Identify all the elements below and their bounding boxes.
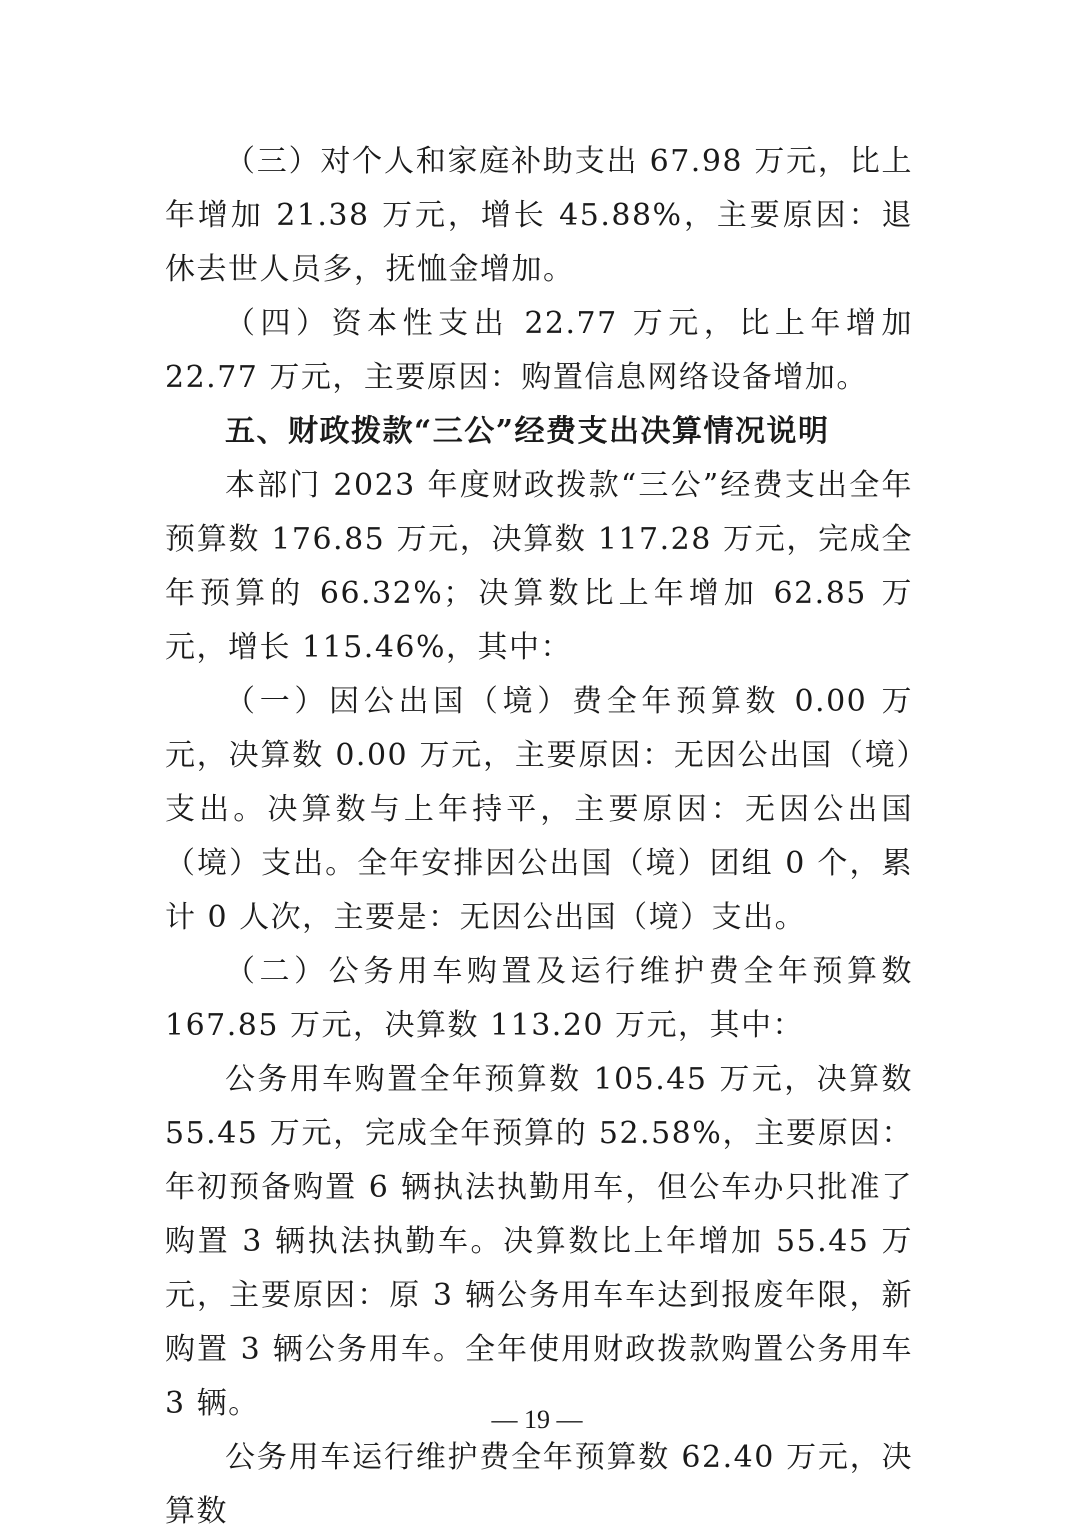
page-number: — 19 —: [491, 1405, 583, 1434]
paragraph-three-public-overview: 本部门 2023 年度财政拨款“三公”经费支出全年预算数 176.85 万元，决算数 117.28 万元，完成全年预算的 66.32%；决算数比上年增加 62.85 万元，增长 115.46%，其中：: [165, 468, 913, 665]
paragraph-capital-expenditure: （四）资本性支出 22.77 万元，比上年增加 22.77 万元，主要原因：购置信息网络设备增加。: [165, 306, 913, 395]
paragraph-vehicle-purchase-maintenance: （二）公务用车购置及运行维护费全年预算数 167.85 万元，决算数 113.20 万元，其中：: [165, 954, 913, 1043]
paragraph-vehicle-purchase: 公务用车购置全年预算数 105.45 万元，决算数 55.45 万元，完成全年预算的 52.58%，主要原因：年初预备购置 6 辆执法执勤用车，但公车办只批准了购置 3 辆执法执勤车。决算数比上年增加 55.45 万元，主要原因：原 3 辆公务用车车达到报废年限，新购置 3 辆公务用车。全年使用财政拨款购置公务用车 3 辆。: [165, 1062, 913, 1421]
paragraph-personal-family-subsidy: （三）对个人和家庭补助支出 67.98 万元，比上年增加 21.38 万元，增长 45.88%，主要原因：退休去世人员多，抚恤金增加。: [165, 144, 913, 287]
paragraph-vehicle-maintenance: 公务用车运行维护费全年预算数 62.40 万元，决算数: [165, 1440, 913, 1529]
document-body: [165, 135, 913, 1539]
section-heading-three-public-expenses: 五、财政拨款“三公”经费支出决算情况说明: [225, 414, 830, 449]
paragraph-overseas-travel: （一）因公出国（境）费全年预算数 0.00 万元，决算数 0.00 万元，主要原因：无因公出国（境）支出。决算数与上年持平，主要原因：无因公出国（境）支出。全年安排因公出国（境）团组 0 个，累计 0 人次，主要是：无因公出国（境）支出。: [165, 684, 913, 935]
